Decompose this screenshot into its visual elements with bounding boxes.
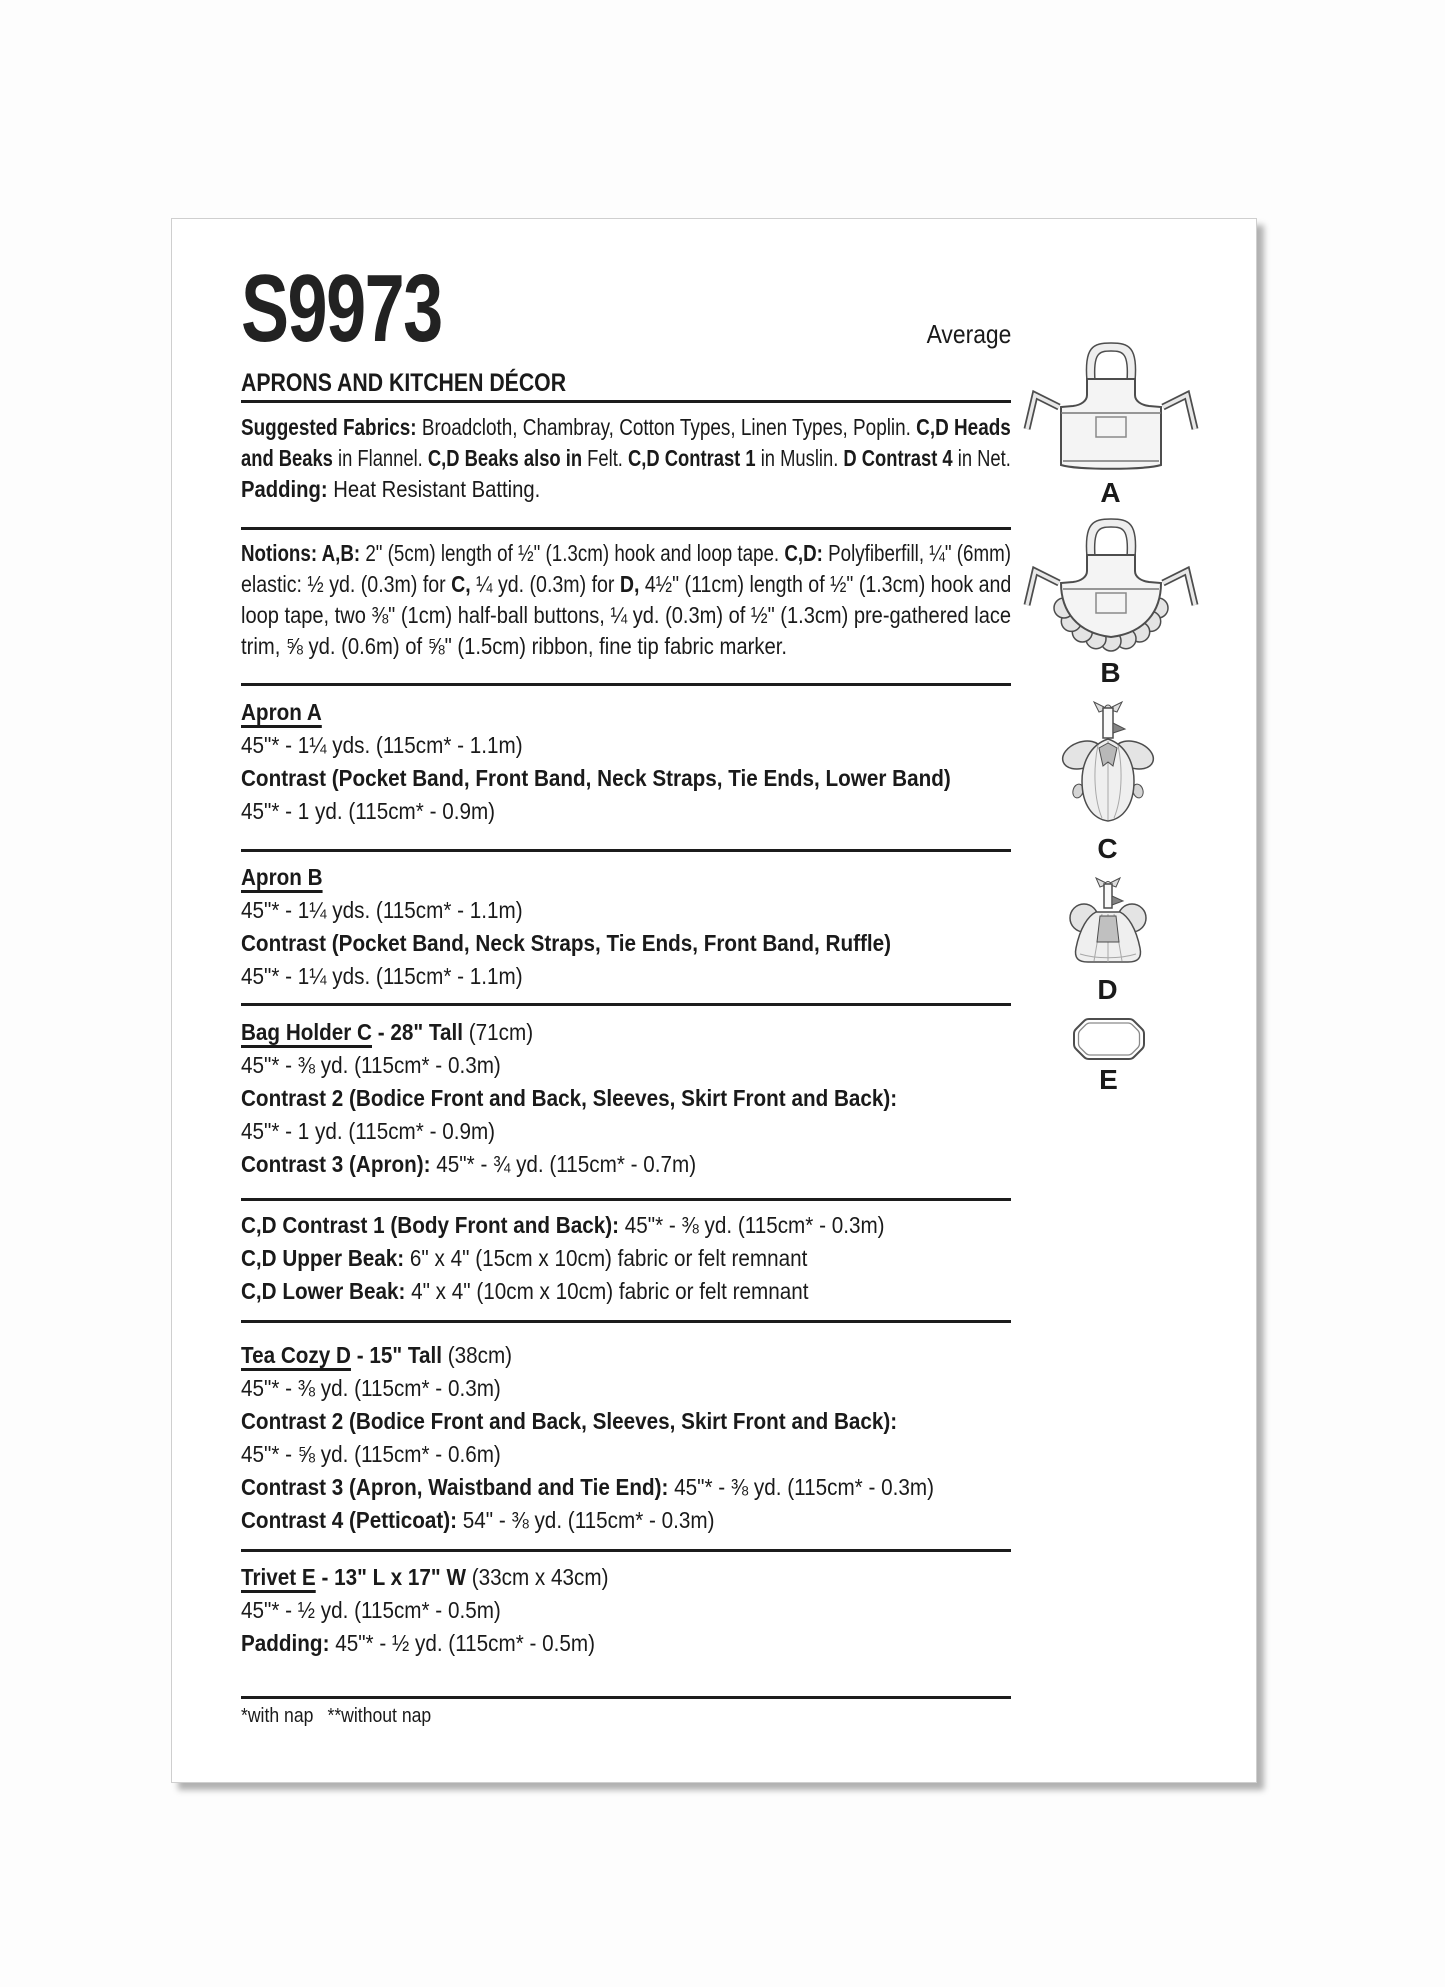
trivet-e-illustration: [1069, 1016, 1149, 1062]
text-line: Contrast (Pocket Band, Front Band, Neck Straps, Tie Ends, Lower Band): [241, 765, 951, 791]
section-suggested-fabrics: [241, 412, 1011, 505]
text-line: loop tape, two ⅜" (1cm) half-ball buttons, ¼ yd. (0.3m) of ½" (1.3cm) pre-gathered lace: [241, 602, 1012, 628]
text-line: 45"* - 1¼ yds. (115cm* - 1.1m): [241, 732, 523, 758]
text-line: 45"* - ⅜ yd. (115cm* - 0.3m): [241, 1052, 501, 1078]
apron-b-illustration: [1023, 515, 1199, 655]
text-line: elastic: ½ yd. (0.3m) for C, ¼ yd. (0.3m) for D, 4½" (11cm) length of ½" (1.3cm) hook and: [241, 571, 1012, 597]
difficulty-rating: Average: [926, 319, 1011, 349]
text-line: C,D Lower Beak: 4" x 4" (10cm x 10cm) fabric or felt remnant: [241, 1278, 809, 1304]
view-e-label: E: [1099, 1064, 1119, 1095]
view-a-figure: [1023, 339, 1199, 509]
text-line: 45"* - 1¼ yds. (115cm* - 1.1m): [241, 897, 523, 923]
text-line: Contrast (Pocket Band, Neck Straps, Tie Ends, Front Band, Ruffle): [241, 930, 891, 956]
view-b-label: B: [1100, 657, 1122, 688]
pattern-envelope-page: [171, 218, 1257, 1783]
bag-holder-c-illustration: [1056, 699, 1160, 831]
section-cd-contrast: [241, 1209, 1011, 1308]
section-notions: [241, 538, 1011, 662]
content-column: [241, 255, 1012, 1728]
text-line: and Beaks in Flannel. C,D Beaks also in Felt. C,D Contrast 1 in Muslin. D Contrast 4 in Net.: [241, 445, 1011, 471]
text-line: C,D Upper Beak: 6" x 4" (15cm x 10cm) fabric or felt remnant: [241, 1245, 808, 1271]
section-divider: [241, 683, 1011, 686]
yardage-sections: [241, 412, 1011, 1660]
text-line: Suggested Fabrics: Broadcloth, Chambray, Cotton Types, Linen Types, Poplin. C,D Heads: [241, 414, 1011, 440]
text-line: Padding: 45"* - ½ yd. (115cm* - 0.5m): [241, 1630, 596, 1656]
text-line: 45"* - 1¼ yds. (115cm* - 1.1m): [241, 963, 523, 989]
tea-cozy-d-illustration: [1056, 876, 1160, 972]
text-line: Contrast 3 (Apron): 45"* - ¾ yd. (115cm* - 0.7m): [241, 1151, 697, 1177]
text-line: Notions: A,B: 2" (5cm) length of ½" (1.3cm) hook and loop tape. C,D: Polyfiberfill, ¼" (6mm): [241, 540, 1011, 566]
text-line: 45"* - ½ yd. (115cm* - 0.5m): [241, 1597, 501, 1623]
section-apron-b: [241, 861, 1011, 993]
section-divider: [241, 849, 1011, 852]
text-line: C,D Contrast 1 (Body Front and Back): 45"* - ⅜ yd. (115cm* - 0.3m): [241, 1212, 885, 1238]
section-divider: [241, 1003, 1011, 1006]
text-line: 45"* - ⅝ yd. (115cm* - 0.6m): [241, 1441, 501, 1467]
footer-rule: [241, 1696, 1011, 1699]
with-nap-note: *with nap: [241, 1705, 314, 1727]
section-trivet-e: [241, 1561, 1011, 1660]
text-line: Contrast 2 (Bodice Front and Back, Sleeves, Skirt Front and Back):: [241, 1085, 898, 1111]
category-title: APRONS AND KITCHEN DÉCOR: [241, 369, 567, 397]
text-line: 45"* - ⅜ yd. (115cm* - 0.3m): [241, 1375, 501, 1401]
text-line: Apron A: [241, 699, 322, 725]
pattern-number: S9973: [241, 255, 442, 362]
text-line: trim, ⅝ yd. (0.6m) of ⅝" (1.5cm) ribbon, fine tip fabric marker.: [241, 633, 787, 659]
view-d-label: D: [1097, 974, 1119, 1005]
text-line: Contrast 4 (Petticoat): 54" - ⅜ yd. (115cm* - 0.3m): [241, 1507, 715, 1533]
view-c-figure: [1056, 699, 1160, 865]
section-tea-cozy-d: [241, 1339, 1011, 1537]
text-line: 45"* - 1 yd. (115cm* - 0.9m): [241, 1118, 496, 1144]
view-b-figure: [1023, 515, 1199, 689]
view-a-label: A: [1100, 477, 1122, 508]
text-line: Contrast 3 (Apron, Waistband and Tie End): 45"* - ⅜ yd. (115cm* - 0.3m): [241, 1474, 934, 1500]
view-c-label: C: [1097, 833, 1119, 864]
without-nap-note: **without nap: [327, 1705, 432, 1727]
text-line: Tea Cozy D - 15" Tall (38cm): [241, 1342, 513, 1368]
text-line: Apron B: [241, 864, 323, 890]
apron-a-illustration: [1023, 339, 1199, 475]
section-apron-a: [241, 696, 1011, 828]
section-divider: [241, 527, 1011, 530]
text-line: Contrast 2 (Bodice Front and Back, Sleeves, Skirt Front and Back):: [241, 1408, 898, 1434]
section-bag-holder-c: [241, 1016, 1011, 1181]
view-e-figure: [1069, 1016, 1149, 1096]
view-d-figure: [1056, 876, 1160, 1006]
section-divider: [241, 1549, 1011, 1552]
text-line: Bag Holder C - 28" Tall (71cm): [241, 1019, 534, 1045]
text-line: Trivet E - 13" L x 17" W (33cm x 43cm): [241, 1564, 609, 1590]
text-line: 45"* - 1 yd. (115cm* - 0.9m): [241, 798, 496, 824]
section-divider: [241, 1198, 1011, 1201]
nap-notes: [241, 1705, 919, 1728]
section-divider: [241, 1320, 1011, 1323]
text-line: Padding: Heat Resistant Batting.: [241, 476, 541, 502]
header-rule: [241, 400, 1011, 403]
